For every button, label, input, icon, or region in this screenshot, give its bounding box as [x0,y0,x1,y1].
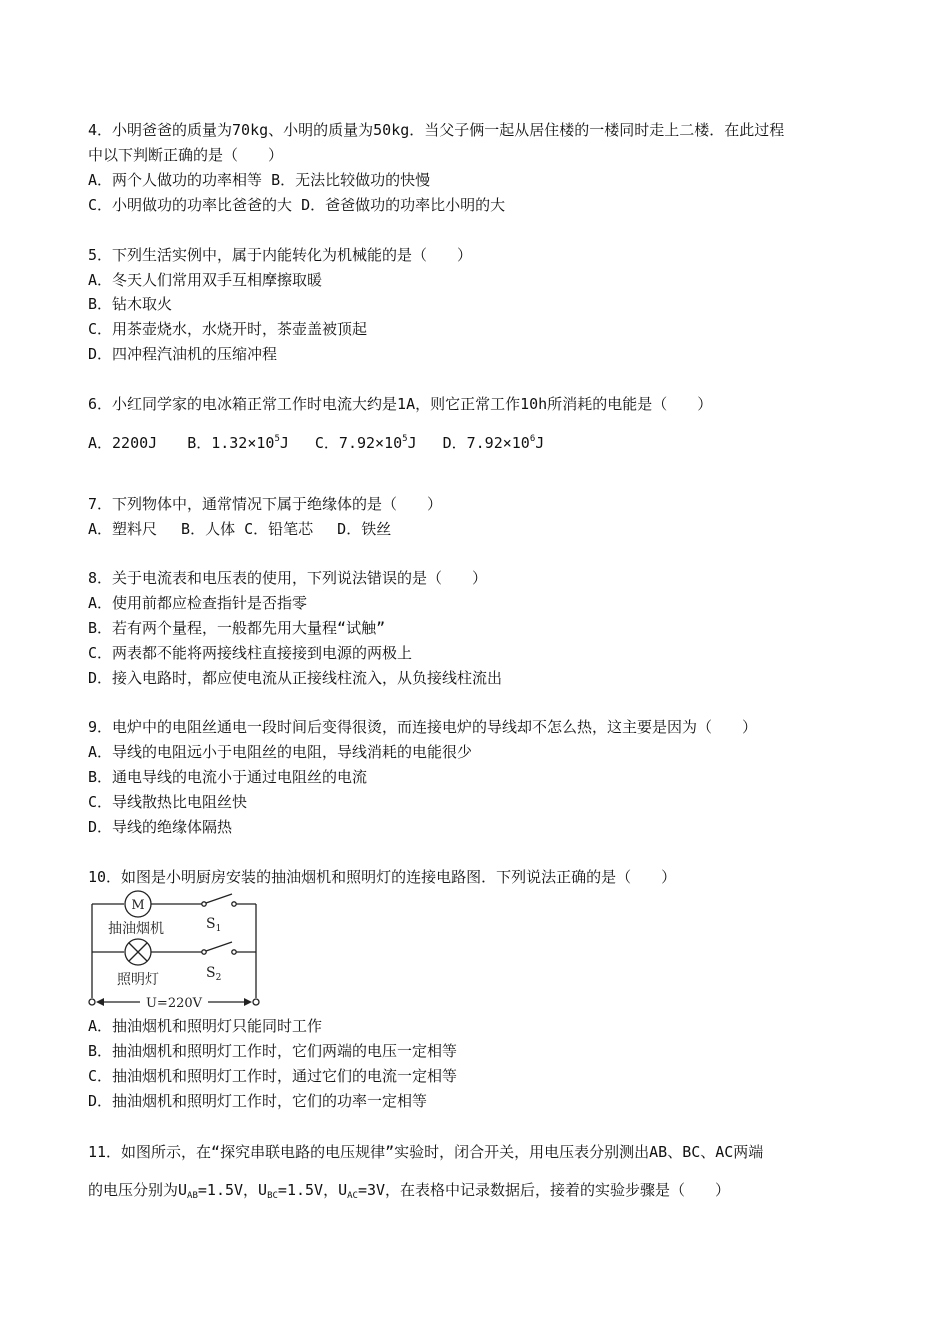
q4-stem-line2: 中以下判断正确的是（ ） [88,146,284,164]
voltage-label: U=220V [145,996,203,1011]
arrow-right-icon [244,998,252,1006]
switch-s2-icon [206,942,232,951]
q4-stem-line1: 4．小明爸爸的质量为70kg、小明的质量为50kg．当父子俩一起从居住楼的一楼同时走上二楼．在此过程 [88,121,785,139]
q6-options [88,433,544,453]
q6-option-d: D．$7.92\times 10^6J$ [442,434,545,452]
q8-option-a: A．使用前都应检查指针是否指零 [88,594,308,612]
q4-options-ab: A．两个人做功的功率相等 B．无法比较做功的快慢 [88,171,431,189]
q7-stem: 7．下列物体中，通常情况下属于绝缘体的是（ ） [88,495,443,513]
q6-option-c: C．$7.92\times 10^5J$ [314,434,417,452]
q10-option-a: A．抽油烟机和照明灯只能同时工作 [88,1017,323,1035]
q10-stem: 10．如图是小明厨房安装的抽油烟机和照明灯的连接电路图．下列说法正确的是（ ） [88,868,677,886]
q10-option-c: C．抽油烟机和照明灯工作时，通过它们的电流一定相等 [88,1067,458,1085]
q9-stem: 9．电炉中的电阻丝通电一段时间后变得很烫，而连接电炉的导线却不怎么热，这主要是因为（ ） [88,718,758,736]
q5-option-a: A．冬天人们常用双手互相摩擦取暖 [88,271,323,289]
q9-option-a: A．导线的电阻远小于电阻丝的电阻，导线消耗的电能很少 [88,743,473,761]
switch-s1-label: $S_1$ [206,916,222,934]
terminal-left-icon [89,999,95,1005]
q5-option-c: C．用茶壶烧水，水烧开时，茶壶盖被顶起 [88,320,368,338]
lamp-label: 照明灯 [117,972,159,988]
arrow-left-icon [96,998,104,1006]
switch-s1-icon [206,894,232,903]
q6-option-a: A．2200J [88,434,158,452]
switch-s2-label: $S_2$ [206,965,222,983]
q6-stem: 6．小红同学家的电冰箱正常工作时电流大约是1A，则它正常工作10h所消耗的电能是（ ） [88,395,713,413]
q4-options-cd: C．小明做功的功率比爸爸的大 D．爸爸做功的功率比小明的大 [88,196,506,214]
q8-stem: 8．关于电流表和电压表的使用，下列说法错误的是（ ） [88,569,488,587]
q11-stem-line1: 11．如图所示，在“探究串联电路的电压规律”实验时，闭合开关，用电压表分别测出AB、BC、AC两端 [88,1143,764,1161]
q8-option-b: B．若有两个量程，一般都先用大量程“试触” [88,619,386,637]
q8-option-c: C．两表都不能将两接线柱直接接到电源的两极上 [88,644,413,662]
q9-option-c: C．导线散热比电阻丝快 [88,793,248,811]
q5-stem: 5．下列生活实例中，属于内能转化为机械能的是（ ） [88,246,473,264]
motor-label: 抽油烟机 [108,921,164,937]
q10-circuit-diagram [84,890,268,1012]
q10-option-d: D．抽油烟机和照明灯工作时，它们的功率一定相等 [88,1092,428,1110]
terminal-right-icon [253,999,259,1005]
q5-option-b: B．钻木取火 [88,295,173,313]
q10-option-b: B．抽油烟机和照明灯工作时，它们两端的电压一定相等 [88,1042,458,1060]
q9-option-b: B．通电导线的电流小于通过电阻丝的电流 [88,768,368,786]
q8-option-d: D．接入电路时，都应使电流从正接线柱流入，从负接线柱流出 [88,669,503,687]
motor-symbol: M [131,898,145,913]
q6-option-b: B．$1.32\times 10^5J$ [187,434,289,452]
q7-options: A．塑料尺 B．人体 C．铅笔芯 D．铁丝 [88,520,392,538]
q11-stem-line2: 的电压分别为$U_{AB}=1.5V$，$U_{BC}=1.5V$，$U_{AC}=3V$，在表格中记录数据后，接着的实验步骤是（ ） [88,1181,731,1201]
q5-option-d: D．四冲程汽油机的压缩冲程 [88,345,278,363]
q9-option-d: D．导线的绝缘体隔热 [88,818,233,836]
